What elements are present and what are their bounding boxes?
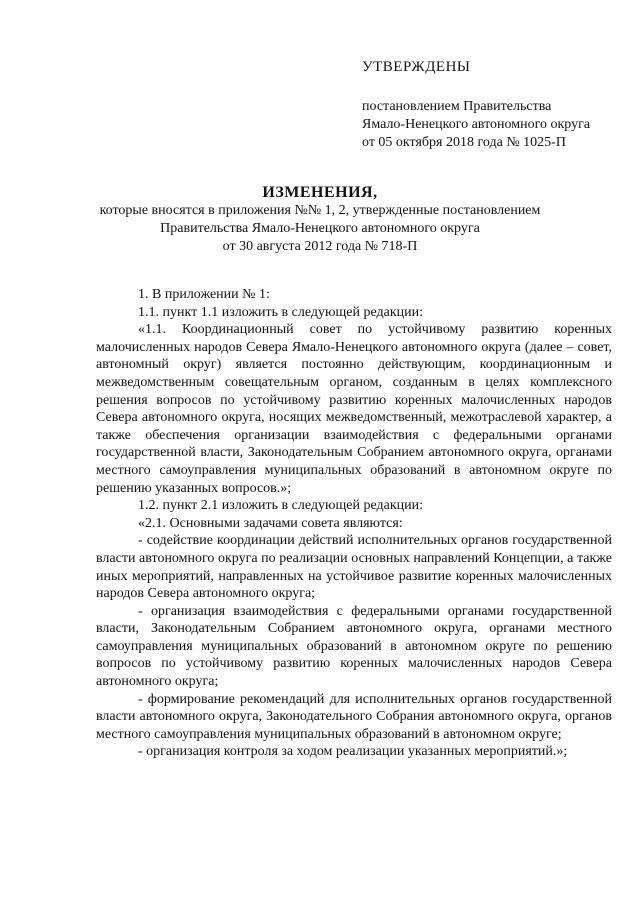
list-item-2: - организация взаимодействия с федеральными органами государственной власти, Законодательным Собранием автономного округа, органами местного самоуправления муниципальных образований в автономном округе по решению вопросов по устойчивому развитию коренных малочисленных народов Севера автономного округа; (96, 603, 612, 690)
title-main: ИЗМЕНЕНИЯ, (262, 184, 378, 201)
approval-line-3: от 05 октября 2018 года № 1025-П (362, 135, 566, 150)
list-item-3: - формирование рекомендаций для исполнительных органов государственной власти автономного округа, Законодательного Собрания автономного округа, органов местного самоуправления муниципальных образований в автономном округе; (96, 691, 612, 742)
approval-heading: УТВЕРЖДЕНЫ (362, 59, 471, 75)
approval-line-2: Ямало-Ненецкого автономного округа (362, 117, 591, 132)
title-line-2: Правительства Ямало-Ненецкого автономного округа (160, 221, 480, 236)
title-line-1: которые вносятся в приложения №№ 1, 2, утвержденные постановлением (99, 203, 541, 218)
approval-line-1: постановлением Правительства (362, 99, 552, 114)
list-item-1: - содействие координации действий исполнительных органов государственной власти автономного округа по реализации основных направлений Концепции, а также иных мероприятий, направленных на устойчивое развитие коренных малочисленных народов Севера автономного округа; (96, 533, 612, 602)
title-line-3: от 30 августа 2012 года № 718-П (222, 239, 418, 254)
list-item-4: - организация контроля за ходом реализации указанных мероприятий.»; (138, 744, 568, 760)
paragraph-5: «2.1. Основными задачами совета являются: (138, 515, 403, 531)
document-title (80, 183, 560, 256)
paragraph-4: 1.2. пункт 2.1 изложить в следующей редакции: (138, 498, 423, 514)
document-body (96, 286, 612, 761)
paragraph-3: «1.1. Координационный совет по устойчивому развитию коренных малочисленных народов Севера Ямало-Ненецкого автономного округа (далее – совет, автономный округ) является постоянно действующим, координационным и межведомственным совещательным органом, созданным в целях комплексного решения вопросов по устойчивому развитию коренных малочисленных народов Севера автономного округа, носящих межведомственный, межотраслевой характер, а также обеспечения организации взаимодействия с федеральными органами государственной власти, Законодательным Собранием автономного округа, органами местного самоуправления муниципальных образований в автономном округе по решению указанных вопросов.»; (96, 322, 612, 496)
approval-block (362, 58, 622, 152)
paragraph-2: 1.1. пункт 1.1 изложить в следующей редакции: (138, 304, 423, 320)
paragraph-1: 1. В приложении № 1: (138, 287, 270, 302)
